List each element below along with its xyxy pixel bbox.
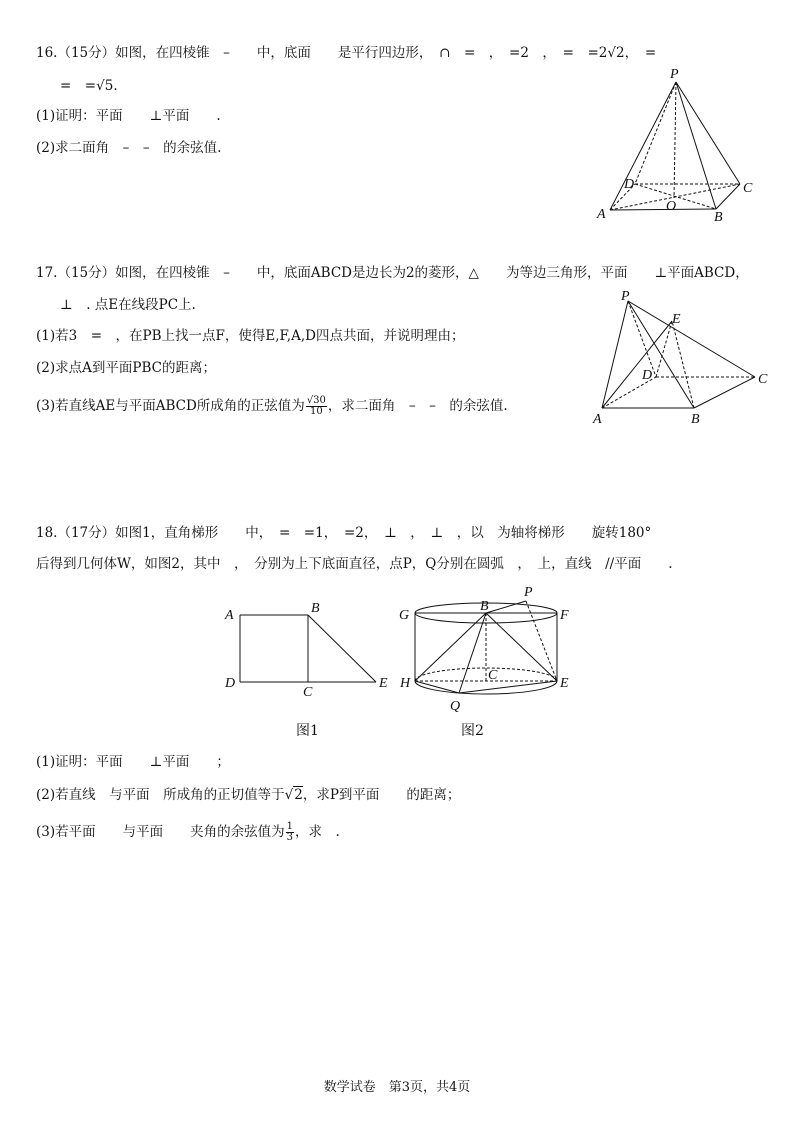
q17-part3-text-b: ，求二面角 – – 的余弦值. bbox=[327, 398, 508, 414]
q17-part2: (2)求点A到平面PBC的距离； bbox=[36, 360, 216, 376]
q17-label-e: E bbox=[672, 312, 681, 327]
q18-fig2-label-e: E bbox=[560, 676, 569, 691]
q18-figure1-trapezoid bbox=[218, 595, 398, 700]
q17-label-d: D bbox=[642, 368, 653, 383]
q17-stem-line2: ⊥ . 点E在线段PC上. bbox=[60, 297, 196, 313]
q18-fig2-label-q: Q bbox=[450, 699, 461, 713]
q18-fig2-label-p: P bbox=[524, 585, 533, 600]
q18-stem-line1: 18.（17分）如图1，直角梯形 中， = =1， =2， ⊥ ， ⊥ ，以 为轴将梯形 旋转180° bbox=[36, 525, 652, 541]
page-footer: 数学试卷 第3页，共4页 bbox=[323, 1080, 471, 1095]
q16-part1: (1)证明：平面 ⊥平面 . bbox=[36, 108, 221, 124]
q18-fig2-label-b: B bbox=[480, 599, 489, 614]
q17-label-a: A bbox=[593, 412, 602, 427]
q18-part2-sqrt: 2 bbox=[294, 787, 303, 803]
q18-fig2-label-g: G bbox=[399, 608, 410, 623]
q17-fraction-num: √30 bbox=[306, 395, 326, 406]
q16-label-b: B bbox=[714, 210, 723, 225]
q17-part1: (1)若3 = ，在PB上找一点F，使得E,F,A,D四点共面，并说明理由； bbox=[36, 328, 465, 344]
q18-stem-line2: 后得到几何体W，如图2，其中 ， 分别为上下底面直径，点P，Q分别在圆弧 ， 上，直线 //平面 . bbox=[36, 556, 673, 572]
q16-label-c: C bbox=[743, 181, 753, 196]
q18-fig1-label-a: A bbox=[225, 608, 234, 623]
q18-caption-figure2: 图2 bbox=[461, 723, 484, 739]
q17-label-p: P bbox=[621, 289, 630, 304]
q16-pyramid-figure bbox=[590, 62, 765, 227]
q16-part2: (2)求二面角 – – 的余弦值. bbox=[36, 140, 222, 156]
q17-fraction-den: 10 bbox=[310, 406, 323, 417]
q18-fraction bbox=[286, 822, 294, 843]
q17-stem-line1: 17.（15分）如图，在四棱锥 – 中，底面ABCD是边长为2的菱形，△ 为等边三角形，平面 ⊥平面ABCD， bbox=[36, 265, 749, 281]
q18-fig2-label-h: H bbox=[400, 676, 411, 691]
q18-fig1-label-b: B bbox=[311, 601, 320, 616]
q18-fraction-den: 3 bbox=[286, 832, 293, 843]
q18-part3-text-a: (3)若平面 与平面 夹角的余弦值为 bbox=[36, 824, 285, 840]
q18-fraction-num: 1 bbox=[286, 821, 293, 832]
q18-part3-text-b: ，求 . bbox=[295, 824, 340, 840]
q16-stem-line1: 16.（15分）如图，在四棱锥 – 中，底面 是平行四边形， ∩ = ， =2 ， = =2√2， = bbox=[36, 45, 657, 61]
q18-figure2-solid bbox=[396, 583, 581, 713]
q16-label-d: D bbox=[624, 177, 635, 192]
q18-part3 bbox=[36, 822, 340, 843]
q17-part3-text-a: (3)若直线AE与平面ABCD所成角的正弦值为 bbox=[36, 398, 305, 414]
q18-part2-text-a: (2)若直线 与平面 所成角的正切值等于 bbox=[36, 787, 285, 803]
q16-label-a: A bbox=[597, 207, 606, 222]
q18-fig1-label-c: C bbox=[303, 685, 313, 700]
q18-part2-text-b: ，求P到平面 的距离； bbox=[302, 787, 461, 803]
q17-part3 bbox=[36, 396, 508, 417]
q18-fig1-label-e: E bbox=[379, 676, 388, 691]
q17-fraction bbox=[306, 396, 327, 417]
q18-fig1-label-d: D bbox=[225, 676, 236, 691]
q17-label-c: C bbox=[758, 372, 768, 387]
q18-fig2-label-c: C bbox=[488, 668, 498, 683]
q18-part2: (2)若直线 与平面 所成角的正切值等于√2，求P到平面 的距离； bbox=[36, 787, 461, 803]
q18-caption-figure1: 图1 bbox=[296, 723, 319, 739]
q17-pyramid-figure bbox=[590, 285, 780, 430]
q16-stem-line2: = =√5. bbox=[60, 78, 118, 94]
q18-part1: (1)证明：平面 ⊥平面 ； bbox=[36, 754, 230, 770]
q18-fig2-label-f: F bbox=[560, 608, 569, 623]
q16-label-p: P bbox=[670, 67, 679, 82]
q16-label-o: O bbox=[666, 199, 677, 214]
q17-label-b: B bbox=[691, 412, 700, 427]
